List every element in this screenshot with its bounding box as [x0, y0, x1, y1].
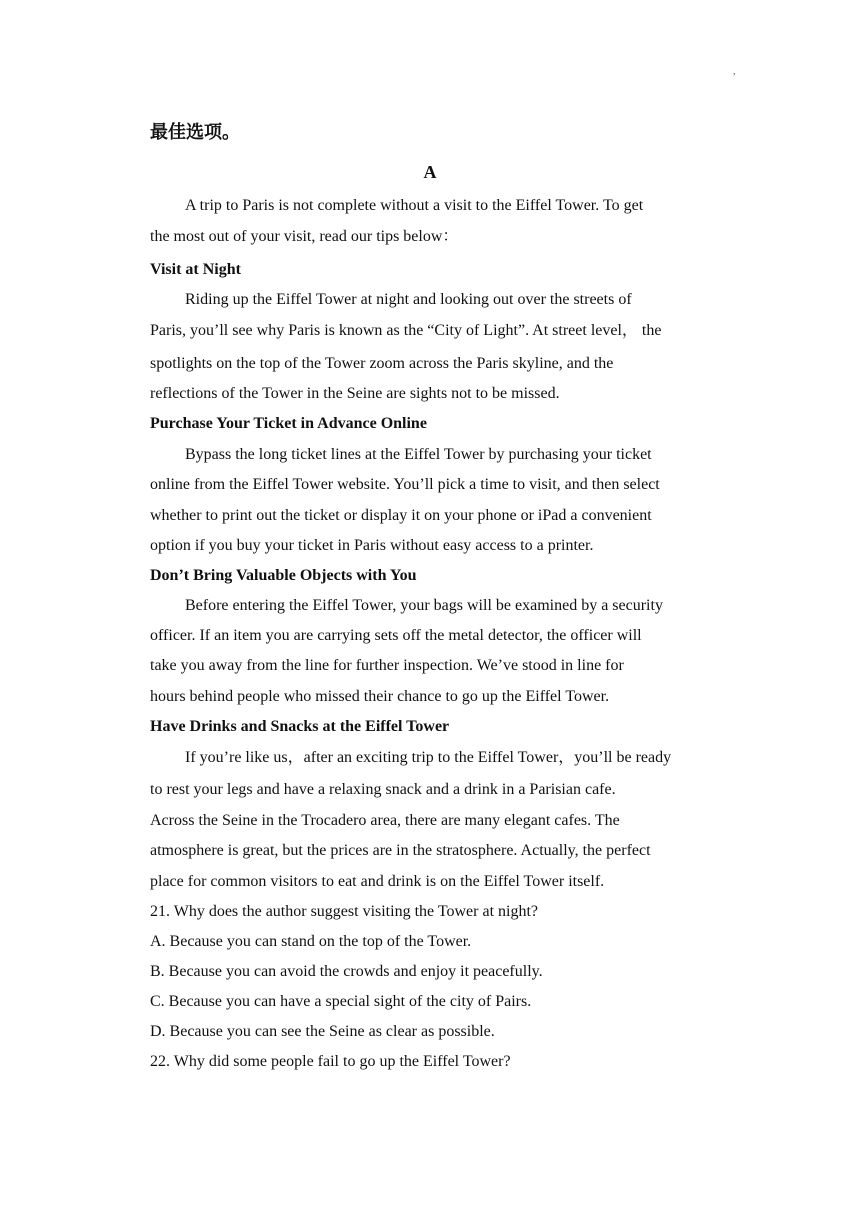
corner-mark: , — [733, 66, 736, 77]
text-line: 22. Why did some people fail to go up the Eiffel Tower? — [150, 1053, 511, 1070]
text-line: C. Because you can have a special sight of the city of Pairs. — [150, 993, 532, 1010]
text-line: online from the Eiffel Tower website. You’ll pick a time to visit, and then select — [150, 476, 660, 493]
text-line: B. Because you can avoid the crowds and enjoy it peacefully. — [150, 963, 543, 980]
text-line: the most out of your visit, read our tips below： — [150, 228, 459, 245]
text-line: hours behind people who missed their chance to go up the Eiffel Tower. — [150, 688, 610, 705]
section-heading: Visit at Night — [150, 261, 241, 278]
text-line: A. Because you can stand on the top of the Tower. — [150, 933, 472, 950]
text-line: atmosphere is great, but the prices are in the stratosphere. Actually, the perfect — [150, 842, 651, 859]
text-line: Paris, you’ll see why Paris is known as the “City of Light”. At street level， the — [150, 322, 662, 339]
text-line: Before entering the Eiffel Tower, your bags will be examined by a security — [185, 597, 663, 614]
instruction-heading: 最佳选项。 — [150, 122, 240, 143]
text-line: whether to print out the ticket or display it on your phone or iPad a convenient — [150, 507, 652, 524]
text-line: Bypass the long ticket lines at the Eiffel Tower by purchasing your ticket — [185, 446, 652, 463]
text-line: 21. Why does the author suggest visiting the Tower at night? — [150, 903, 539, 920]
text-line: reflections of the Tower in the Seine are sights not to be missed. — [150, 385, 560, 402]
section-heading: Don’t Bring Valuable Objects with You — [150, 567, 417, 584]
text-line: Riding up the Eiffel Tower at night and looking out over the streets of — [185, 291, 632, 308]
section-heading: Purchase Your Ticket in Advance Online — [150, 415, 427, 432]
text-line: D. Because you can see the Seine as clear as possible. — [150, 1023, 495, 1040]
text-line: take you away from the line for further inspection. We’ve stood in line for — [150, 657, 624, 674]
section-heading: Have Drinks and Snacks at the Eiffel Tower — [150, 718, 450, 735]
text-line: spotlights on the top of the Tower zoom across the Paris skyline, and the — [150, 355, 614, 372]
text-line: A trip to Paris is not complete without a visit to the Eiffel Tower. To get — [185, 197, 644, 214]
text-line: officer. If an item you are carrying sets off the metal detector, the officer will — [150, 627, 642, 644]
text-line: Across the Seine in the Trocadero area, there are many elegant cafes. The — [150, 812, 620, 829]
section-letter: A — [423, 162, 437, 182]
text-line: If you’re like us，after an exciting trip to the Eiffel Tower，you’ll be ready — [185, 749, 672, 766]
text-line: option if you buy your ticket in Paris without easy access to a printer. — [150, 537, 594, 554]
text-line: to rest your legs and have a relaxing snack and a drink in a Parisian cafe. — [150, 781, 616, 798]
text-line: place for common visitors to eat and drink is on the Eiffel Tower itself. — [150, 873, 605, 890]
